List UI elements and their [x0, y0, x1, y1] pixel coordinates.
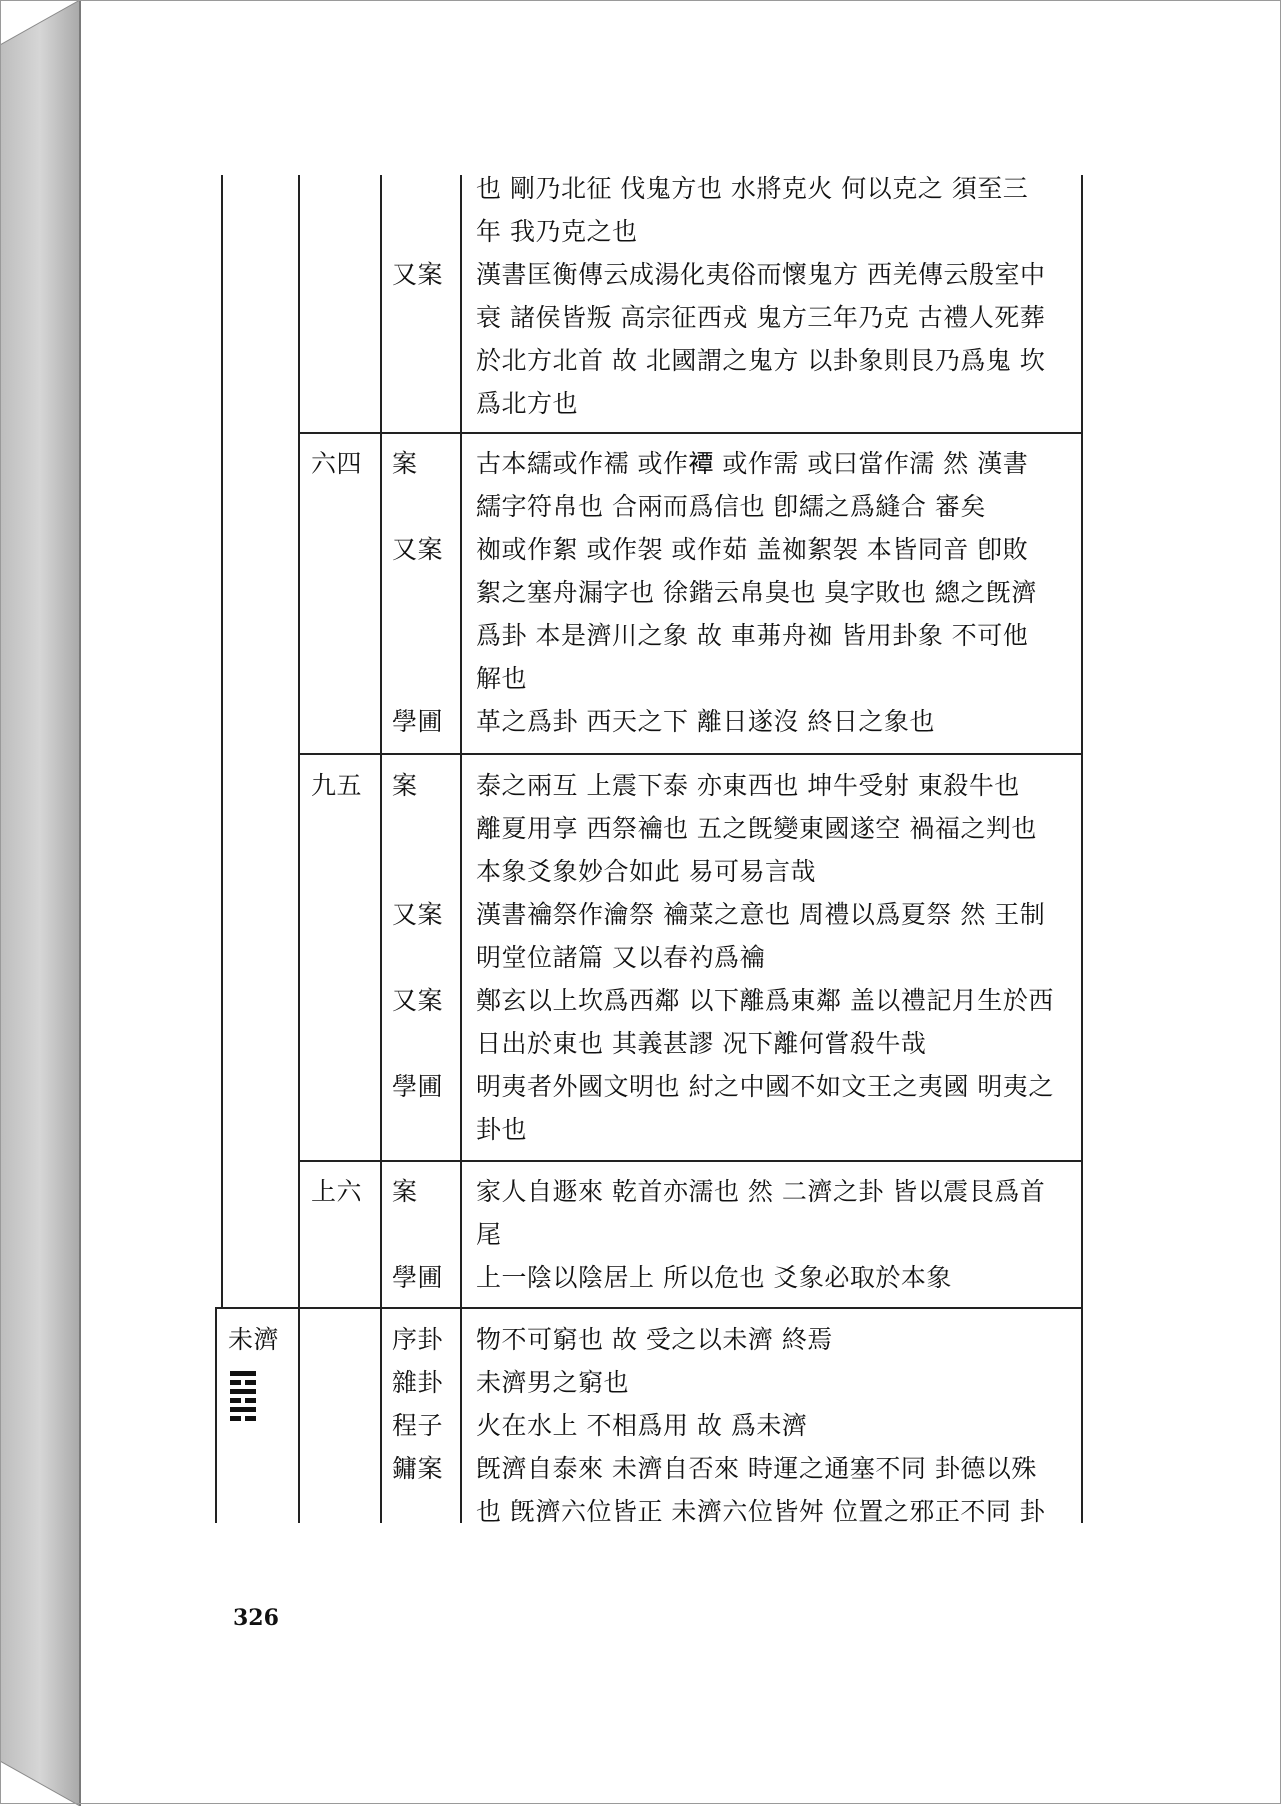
commentary-label: 程子 [392, 1411, 444, 1440]
commentary-line: 本象爻象妙合如此 易可易言哉 [476, 857, 816, 886]
table-left-border [215, 1307, 217, 1523]
line-position: 六四 [311, 449, 363, 478]
commentary-line: 漢書禴祭作瀹祭 禴菜之意也 周禮以爲夏祭 然 王制 [476, 900, 1046, 929]
line-column-divider [380, 175, 382, 1523]
book-page-edge [0, 0, 82, 1806]
commentary-line: 明夷者外國文明也 紂之中國不如文王之夷國 明夷之 [476, 1072, 1054, 1101]
line-position: 九五 [311, 771, 363, 800]
hexagram-name: 未濟 [228, 1325, 280, 1354]
commentary-line: 明堂位諸篇 又以春礿爲禴 [476, 943, 765, 972]
commentary-line: 物不可窮也 故 受之以未濟 終焉 [476, 1325, 833, 1354]
label-column-divider [460, 175, 462, 1523]
commentary-line: 旣濟自泰來 未濟自否來 時運之通塞不同 卦德以殊 [476, 1454, 1037, 1483]
commentary-label: 鏞案 [392, 1454, 444, 1483]
commentary-line: 也 旣濟六位皆正 未濟六位皆舛 位置之邪正不同 卦 [476, 1497, 1046, 1526]
row-divider [215, 1307, 1083, 1309]
commentary-line: 日出於東也 其義甚謬 况下離何嘗殺牛哉 [476, 1029, 927, 1058]
commentary-line: 尾 [476, 1220, 502, 1249]
page-number: 326 [233, 1605, 279, 1631]
commentary-label: 學圃 [392, 1263, 444, 1292]
row-divider [298, 753, 1083, 755]
commentary-label: 又案 [392, 535, 444, 564]
commentary-line: 年 我乃克之也 [476, 217, 638, 246]
commentary-line: 上一陰以陰居上 所以危也 爻象必取於本象 [476, 1263, 952, 1292]
commentary-line: 鄭玄以上坎爲西鄰 以下離爲東鄰 盖以禮記月生於西 [476, 986, 1054, 1015]
commentary-line: 爲卦 本是濟川之象 故 車茀舟袽 皆用卦象 不可他 [476, 621, 1029, 650]
commentary-label: 案 [392, 1177, 418, 1206]
row-divider [298, 432, 1083, 434]
commentary-label: 雜卦 [392, 1368, 444, 1397]
commentary-label: 學圃 [392, 1072, 444, 1101]
commentary-label: 又案 [392, 986, 444, 1015]
row-divider [298, 1160, 1083, 1162]
commentary-line: 也 剛乃北征 伐鬼方也 水將克火 何以克之 須至三 [476, 174, 1029, 203]
commentary-line: 泰之兩互 上震下泰 亦東西也 坤牛受射 東殺牛也 [476, 771, 1020, 800]
commentary-line: 古本繻或作襦 或作𧝓 或作需 或曰當作濡 然 漢書 [476, 449, 1029, 478]
commentary-label: 案 [392, 771, 418, 800]
commentary-line: 家人自遯來 乾首亦濡也 然 二濟之卦 皆以震艮爲首 [476, 1177, 1046, 1206]
commentary-label: 序卦 [392, 1325, 444, 1354]
commentary-line: 火在水上 不相爲用 故 爲未濟 [476, 1411, 808, 1440]
commentary-label: 又案 [392, 260, 444, 289]
commentary-line: 袽或作絮 或作袈 或作茹 盖袽絮袈 本皆同音 卽敗 [476, 535, 1029, 564]
commentary-line: 卦也 [476, 1115, 528, 1144]
commentary-line: 解也 [476, 664, 528, 693]
section-column-divider [298, 175, 300, 1523]
commentary-line: 未濟男之窮也 [476, 1368, 630, 1397]
line-position: 上六 [311, 1177, 363, 1206]
table-left-inner-border [221, 175, 223, 1307]
commentary-line: 絮之塞舟漏字也 徐鍇云帛臭也 臭字敗也 總之旣濟 [476, 578, 1037, 607]
commentary-line: 革之爲卦 西天之下 離日遂沒 終日之象也 [476, 707, 935, 736]
commentary-line: 於北方北首 故 北國謂之鬼方 以卦象則艮乃爲鬼 坎 [476, 346, 1046, 375]
commentary-line: 爲北方也 [476, 389, 579, 418]
hexagram-icon [230, 1371, 256, 1425]
commentary-label: 案 [392, 449, 418, 478]
commentary-line: 離夏用享 西祭禴也 五之旣變東國遂空 禍福之判也 [476, 814, 1037, 843]
table-right-border [1081, 175, 1083, 1523]
commentary-line: 繻字符帛也 合兩而爲信也 卽繻之爲縫合 審矣 [476, 492, 986, 521]
commentary-label: 又案 [392, 900, 444, 929]
commentary-line: 漢書匡衡傳云成湯化夷俗而懷鬼方 西羌傳云殷室中 [476, 260, 1046, 289]
commentary-label: 學圃 [392, 707, 444, 736]
commentary-line: 衰 諸侯皆叛 高宗征西戎 鬼方三年乃克 古禮人死葬 [476, 303, 1046, 332]
annotation-table [215, 174, 1083, 1526]
